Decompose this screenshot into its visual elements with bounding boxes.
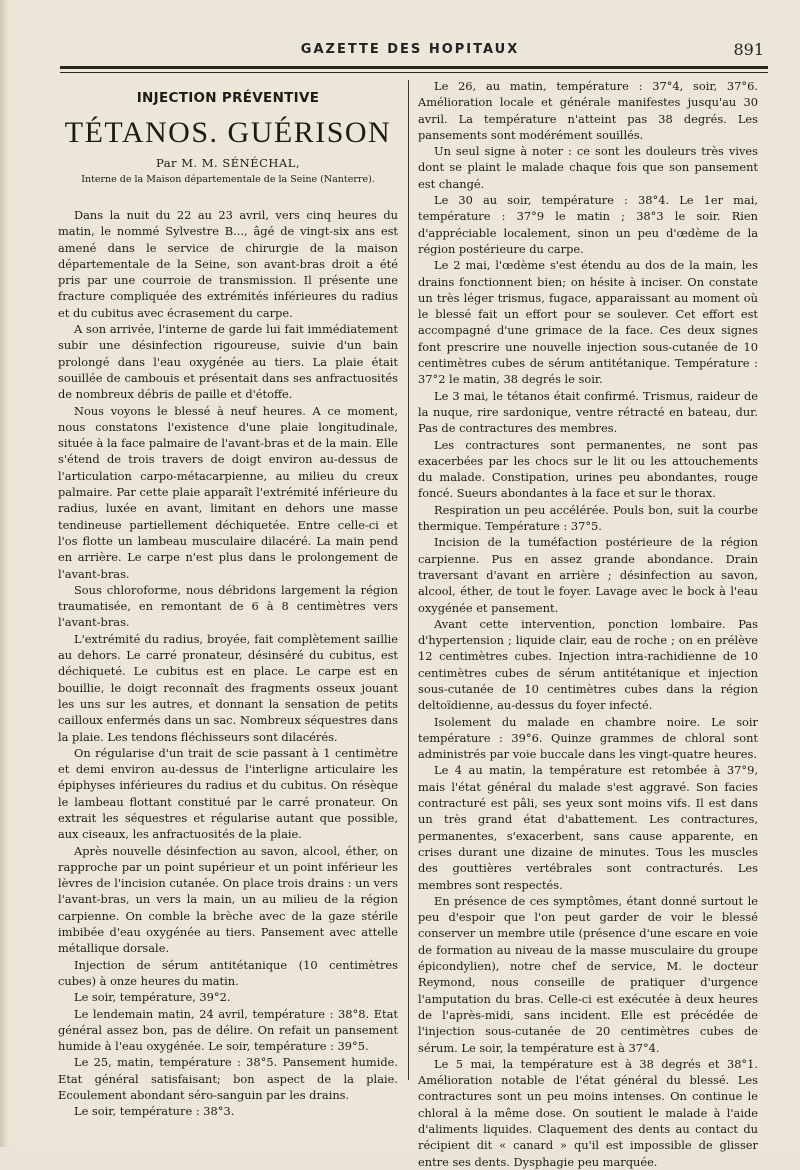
paragraph: Le 25, matin, température : 38°5. Pansement humide. Etat général satisfaisant; bon aspect de la plaie. Ecoulement abondant séro-sanguin par les drains. [58,1055,398,1103]
column-divider [408,80,409,1080]
paragraph: Le lendemain matin, 24 avril, température : 38°8. Etat général assez bon, pas de délire. On refait un pansement humide à l'eau oxygénée. Le soir, température : 39°5. [58,1006,398,1054]
left-column [58,80,398,1120]
paragraph: Injection de sérum antitétanique (10 centimètres cubes) à onze heures du matin. [58,957,398,988]
paragraph: Avant cette intervention, ponction lombaire. Pas d'hypertension ; liquide clair, eau de roche ; on en prélève 12 centimètres cubes. Injection intra-rachidienne de 10 centimètres cubes de sérum antitétanique et injection sous-cutanée de 10 centimètres cubes dans la région deltoïdienne, au-dessus du foyer infecté. [418,616,758,713]
paragraph: Le 26, au matin, température : 37°4, soir, 37°6. Amélioration locale et générale manifestes jusqu'au 30 avril. La température n'atteint pas 38 degrés. Les pansements sont modérément souillés. [418,79,758,142]
paragraph: Le 30 au soir, température : 38°4. Le 1er mai, température : 37°9 le matin ; 38°3 le soir. Rien d'appréciable localement, sinon un peu d'œdème de la région postérieure du carpe. [418,193,758,256]
paragraph: Le 3 mai, le tétanos était confirmé. Trismus, raideur de la nuque, rire sardonique, ventre rétracté en bateau, dur. Pas de contractures des membres. [418,388,758,436]
paragraph: Après nouvelle désinfection au savon, alcool, éther, on rapproche par un point supérieur et un point inférieur les lèvres de l'incision cutanée. On place trois drains : un vers l'avant-bras, un vers la main, un au milieu de la région carpienne. On comble la brèche avec de la gaze stérile imbibée d'eau oxygénée au tiers. Pansement avec attelle métallique dorsale. [58,843,398,956]
paragraph: Les contractures sont permanentes, ne sont pas exacerbées par les chocs sur le lit ou les attouchements du malade. Constipation, urines peu abondantes, rouge foncé. Sueurs abondantes à la face et sur le thorax. [418,437,758,501]
paragraph: Dans la nuit du 22 au 23 avril, vers cinq heures du matin, le nommé Sylvestre B..., âgé de vingt-six ans est amené dans le service de chirurgie de la maison départementale de la Seine, son avant-bras droit a été pris par une courroie de transmission. Il présente une fracture compliquée des extrémités inférieures du radius et du cubitus avec écrasement du carpe. [58,208,398,320]
paragraph: Le 2 mai, l'œdème s'est étendu au dos de la main, les drains fonctionnent bien; on hésite à inciser. On constate un très léger trismus, fugace, apparaissant au moment où le blessé fait un effort pour se soulever. Cet effort est accompagné d'une grimace de la face. Ces deux signes font prescrire une nouvelle injection sous-cutanée de 10 centimètres cubes de sérum antitétanique. Température : 37°2 le matin, 38 degrés le soir. [418,258,758,387]
header-rule-thin [60,72,768,73]
paragraph: Le 5 mai, la température est à 38 degrés et 38°1. Amélioration notable de l'état général du blessé. Les contractures sont un peu moins intenses. On continue le chloral à la même dose. On soutient le malade à l'aide d'aliments liquides. Claquement des dents au contact du récipient dit « canard » qu'il est impossible de glisser entre ses dents. Dysphagie peu marquée. [418,1056,758,1169]
paragraph: En présence de ces symptômes, étant donné surtout le peu d'espoir que l'on peut garder de voir le blessé conserver un membre utile (présence d'une escare en voie de formation au niveau de la masse musculaire du groupe épicondylien), notre chef de service, M. le docteur Reymond, nous conseille de pratiquer d'urgence l'amputation du bras. Celle-ci est exécutée à deux heures de l'après-midi, sans incident. Elle est précédée de l'injection sous-cutanée de 20 centimètres cubes de sérum. Le soir, la température est à 37°4. [418,893,758,1055]
paragraph: On régularise d'un trait de scie passant à 1 centimètre et demi environ au-dessus de l'interligne articulaire les épiphyses inférieures du radius et du cubitus. On résèque le lambeau flottant constitué par le carré pronateur. On extrait les séquestres et régularise autant que possible, aux ciseaux, les anfractuosités de la plaie. [58,745,398,842]
paragraph: Incision de la tuméfaction postérieure de la région carpienne. Pus en assez grande abondance. Drain traversant d'avant en arrière ; désinfection au savon, alcool, éther, de tout le foyer. Lavage avec le bock à l'eau oxygénée et pansement. [418,535,758,615]
header-rule-thick [60,66,768,69]
article-pretitle: INJECTION PRÉVENTIVE [136,90,320,106]
binding-edge [0,0,9,1147]
paragraph: Le soir, température, 39°2. [74,990,231,1005]
paragraph: Sous chloroforme, nous débridons largement la région traumatisée, en remontant de 6 à 8 centimètres vers l'avant-bras. [58,582,398,630]
paragraph: Le 4 au matin, la température est retombée à 37°9, mais l'état général du malade s'est aggravé. Son facies contracturé est pâli, ses yeux sont moins vifs. Il est dans un très grand état d'abattement. Les contractures, permanentes, s'exacerbent, sans cause apparente, en crises durant une dizaine de minutes. Tous les muscles des gouttières vertébrales sont contracturés. Les membres sont respectés. [418,763,758,892]
paragraph: Un seul signe à noter : ce sont les douleurs très vives dont se plaint le malade chaque fois que son pansement est changé. [418,144,758,191]
right-column [418,78,758,1170]
running-header [60,40,764,62]
paragraph: Nous voyons le blessé à neuf heures. A ce moment, nous constatons l'existence d'une plaie longitudinale, située à la face palmaire de l'avant-bras et de la main. Elle s'étend de trois travers de doigt environ au-dessus de l'articulation carpo-métacarpienne, au milieu du creux palmaire. Par cette plaie apparaît l'extrémité inférieure du radius, luxée en avant, limitant en dehors une masse tendineuse partiellement déchiquetée. Entre celle-ci et l'os flotte un lambeau musculaire dilacéré. La main pend en arrière. Le carpe n'est plus dans le prolongement de l'avant-bras. [58,403,398,581]
author-affiliation: Interne de la Maison départementale de la Seine (Nanterre). [81,174,375,185]
journal-title: GAZETTE DES HOPITAUX [300,42,520,57]
right-column-text [418,78,758,1170]
page-number: 891 [733,40,764,59]
left-column-text [58,207,398,1120]
article-title: TÉTANOS. GUÉRISON [64,116,392,149]
article-author: Par M. M. SÉNÉCHAL, [155,156,301,170]
paragraph: L'extrémité du radius, broyée, fait complètement saillie au dehors. Le carré pronateur, désinséré du cubitus, est déchiqueté. Le cubitus est en place. Le carpe est en bouillie, le doigt reconnaît des fragments osseux jouant les uns sur les autres, et donnant la sensation de petits cailloux enfermés dans un sac. Nombreux séquestres dans la plaie. Les tendons fléchisseurs sont dilacérés. [58,631,398,744]
paragraph: Le soir, température : 38°3. [74,1104,235,1119]
paragraph: Respiration un peu accélérée. Pouls bon, suit la courbe thermique. Température : 37°5. [418,502,758,534]
paragraph: A son arrivée, l'interne de garde lui fait immédiatement subir une désinfection rigoureuse, suivie d'un bain prolongé dans l'eau oxygénée au tiers. La plaie était souillée de cambouis et présentait dans ses anfractuosités de nombreux débris de paille et d'étoffe. [58,322,398,402]
paragraph: Isolement du malade en chambre noire. Le soir température : 39°6. Quinze grammes de chloral sont administrés par voie buccale dans les vingt-quatre heures. [418,714,758,762]
